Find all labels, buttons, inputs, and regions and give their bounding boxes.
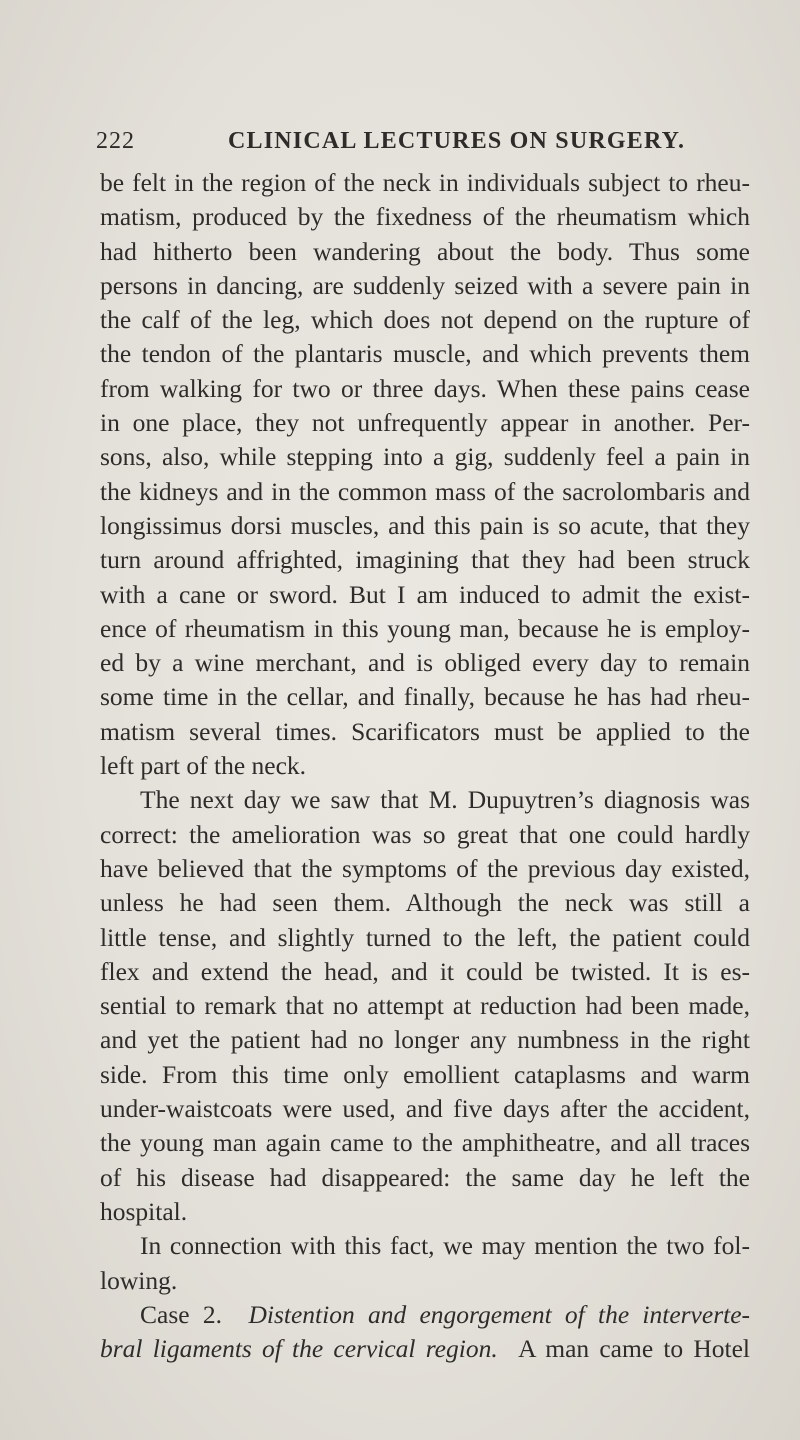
text-line: correct: the amelioration was so great that one could hardly — [100, 819, 750, 849]
running-head — [96, 128, 736, 160]
text-line: unless he had seen them. Although the neck was still a — [100, 888, 750, 918]
text-line: under-waistcoats were used, and five days after the accident, — [100, 1094, 750, 1124]
running-head-title: CLINICAL LECTURES ON SURGERY. — [228, 128, 686, 154]
text-line: of his disease had disappeared: the same day he left the — [100, 1162, 750, 1192]
text-line: the calf of the leg, which does not depend on the rupture of — [100, 305, 750, 335]
case-heading-line — [100, 1298, 750, 1332]
text-line: some time in the cellar, and finally, because he has had rheu- — [100, 682, 750, 712]
text-line: longissimus dorsi muscles, and this pain is so acute, that they — [100, 510, 750, 540]
text-line: be felt in the region of the neck in individuals subject to rheu- — [100, 168, 750, 197]
paragraph-start-line: The next day we saw that M. Dupuytren’s diagnosis was — [140, 785, 750, 815]
text-line: ed by a wine merchant, and is obliged every day to remain — [100, 648, 750, 678]
text-line: and yet the patient had no longer any numbness in the right — [100, 1025, 750, 1055]
case-text: A man came to Hotel — [518, 1334, 750, 1364]
text-line: had hitherto been wandering about the body. Thus some — [100, 236, 750, 266]
text-line: with a cane or sword. But I am induced to admit the exist- — [100, 579, 750, 609]
page-number: 222 — [96, 128, 135, 154]
case-title: Distention and engorgement of the interverte- — [248, 1299, 751, 1329]
text-line: in one place, they not unfrequently appear in another. Per- — [100, 408, 750, 438]
text-line: persons in dancing, are suddenly seized with a severe pain in — [100, 270, 750, 300]
case-heading-line — [100, 1332, 750, 1366]
text-line: sential to remark that no attempt at reduction had been made, — [100, 991, 750, 1021]
text-line: the young man again came to the amphitheatre, and all traces — [100, 1128, 750, 1158]
paragraph-start-line: In connection with this fact, we may mention the two fol- — [140, 1231, 750, 1261]
text-line: matism, produced by the fixedness of the rheumatism which — [100, 202, 750, 232]
text-line: sons, also, while stepping into a gig, suddenly feel a pain in — [100, 442, 750, 472]
paragraph-end-line: lowing. — [100, 1265, 178, 1295]
text-line: flex and extend the head, and it could be twisted. It is es- — [100, 956, 750, 986]
text-line: the kidneys and in the common mass of the sacrolombaris and — [100, 476, 750, 506]
text-line: the tendon of the plantaris muscle, and which prevents them — [100, 339, 750, 369]
case-title-continued: bral ligaments of the cervical region. — [100, 1334, 498, 1364]
paragraph-end-line: hospital. — [100, 1196, 188, 1226]
case-number: Case 2. — [140, 1299, 222, 1329]
text-line: ence of rheumatism in this young man, because he is employ- — [100, 613, 750, 643]
text-line: from walking for two or three days. When these pains cease — [100, 373, 750, 403]
text-line: have believed that the symptoms of the previous day existed, — [100, 853, 750, 883]
paragraph-end-line: left part of the neck. — [100, 751, 307, 781]
text-line: matism several times. Scarificators must be applied to the — [100, 716, 750, 746]
body-text — [100, 166, 750, 1366]
text-line: side. From this time only emollient cataplasms and warm — [100, 1059, 750, 1089]
text-line: little tense, and slightly turned to the left, the patient could — [100, 922, 750, 952]
text-line: turn around affrighted, imagining that they had been struck — [100, 545, 750, 575]
